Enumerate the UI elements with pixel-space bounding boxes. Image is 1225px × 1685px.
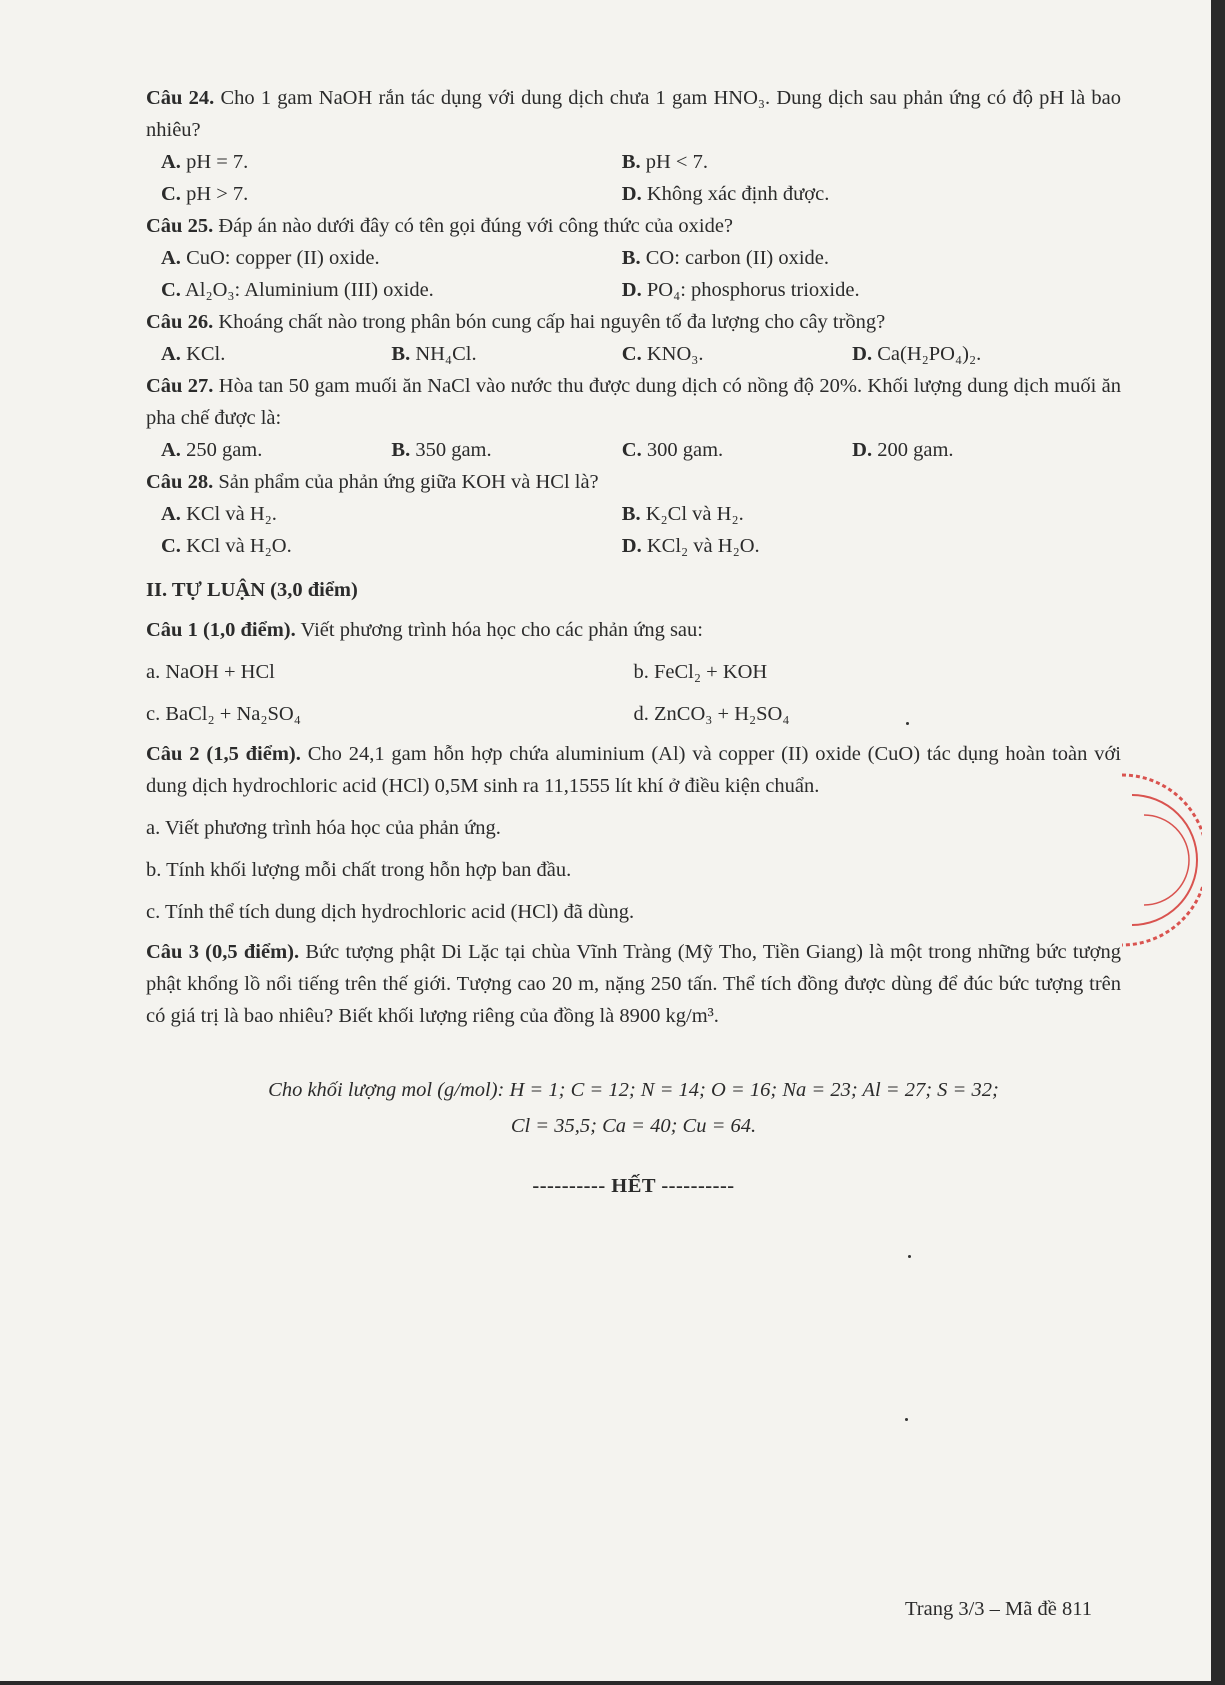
option-key: B. (391, 439, 411, 461)
option-c (622, 434, 852, 466)
option-key: B. (621, 247, 641, 269)
question-text: Khoáng chất nào trong phân bón cung cấp hai nguyên tố đa lượng cho cây trồng? (218, 311, 886, 333)
option-text: KCl và H₂O. (186, 535, 292, 557)
question-24 (146, 82, 1121, 146)
options-25 (146, 242, 1121, 306)
exam-content (146, 82, 1121, 1202)
question-label: Câu 28. (146, 471, 214, 493)
question-label: Câu 26. (146, 311, 214, 333)
question-label: Câu 2 (1,5 điểm). (146, 743, 301, 765)
option-a (161, 338, 391, 370)
option-key: D. (621, 279, 642, 301)
scan-speck (905, 1418, 908, 1421)
option-text: Ca(H₂PO₄)₂. (877, 343, 982, 365)
option-key: A. (161, 439, 181, 461)
equation-c: c. BaCl₂ + Na₂SO₄ (146, 703, 301, 725)
question-25 (146, 210, 1121, 242)
option-a (161, 242, 622, 274)
option-text: pH = 7. (186, 151, 249, 173)
option-d (622, 178, 1083, 210)
option-a (161, 146, 622, 178)
essay-question-2 (146, 738, 1121, 802)
question-27 (146, 370, 1121, 434)
scan-edge (1211, 0, 1225, 1685)
question-text: Cho 24,1 gam hỗn hợp chứa aluminium (Al) và copper (II) oxide (CuO) tác dụng hoàn toàn với dung dịch hydrochloric acid (HCl) 0,5M sinh ra 11,1555 lít khí ở điều kiện chuẩn. (146, 743, 1121, 797)
option-key: B. (621, 151, 641, 173)
question-text: Sản phẩm của phản ứng giữa KOH và HCl là? (218, 471, 599, 493)
question-label: Câu 1 (1,0 điểm). (146, 619, 296, 641)
option-text: Al₂O₃: Aluminium (III) oxide. (184, 279, 434, 301)
essay-question-1 (146, 614, 1121, 646)
section-heading: II. TỰ LUẬN (3,0 điểm) (146, 579, 358, 601)
option-text: PO₄: phosphorus trioxide. (646, 279, 860, 301)
molar-mass-line: Cl = 35,5; Ca = 40; Cu = 64. (510, 1115, 757, 1137)
option-text: KCl. (186, 343, 226, 365)
option-d (852, 338, 1082, 370)
essay-question-3 (146, 936, 1121, 1032)
end-marker: ---------- HẾT ---------- (532, 1175, 735, 1197)
option-a (161, 498, 622, 530)
option-key: C. (161, 279, 181, 301)
option-text: NH₄Cl. (415, 343, 477, 365)
option-text: 350 gam. (415, 439, 492, 461)
question-26 (146, 306, 1121, 338)
option-text: pH < 7. (645, 151, 708, 173)
option-key: C. (161, 183, 181, 205)
option-d (852, 434, 1082, 466)
option-c (161, 530, 622, 562)
option-key: D. (621, 535, 642, 557)
option-b (622, 498, 1083, 530)
equation-a: a. NaOH + HCl (146, 661, 275, 683)
option-key: B. (621, 503, 641, 525)
option-b (391, 338, 621, 370)
option-key: A. (161, 247, 181, 269)
option-text: pH > 7. (186, 183, 249, 205)
option-d (622, 274, 1083, 306)
option-c (622, 338, 852, 370)
option-text: KCl và H₂. (186, 503, 277, 525)
question-label: Câu 24. (146, 87, 215, 109)
option-key: D. (852, 439, 873, 461)
scan-speck (906, 722, 909, 725)
seal-stamp (1112, 770, 1202, 950)
question-text: Đáp án nào dưới đây có tên gọi đúng với công thức của oxide? (218, 215, 734, 237)
option-text: KCl₂ và H₂O. (646, 535, 760, 557)
sub-question-a: a. Viết phương trình hóa học của phản ứng. (146, 817, 501, 839)
scan-edge (0, 1681, 1225, 1685)
option-text: 200 gam. (877, 439, 954, 461)
question-text: Viết phương trình hóa học cho các phản ứng sau: (300, 619, 703, 641)
question-label: Câu 27. (146, 375, 214, 397)
equation-d: d. ZnCO₃ + H₂SO₄ (633, 703, 790, 725)
option-d (622, 530, 1083, 562)
option-key: B. (391, 343, 411, 365)
question-text: Bức tượng phật Di Lặc tại chùa Vĩnh Tràng (Mỹ Tho, Tiền Giang) là một trong những bức tượng phật khổng lồ nổi tiếng trên thế giới. Tượng cao 20 m, nặng 250 tấn. Thể tích đồng được dùng để đúc bức tượng trên có giá trị là bao nhiêu? Biết khối lượng riêng của đồng là 8900 kg/m³. (146, 941, 1121, 1027)
option-c (161, 274, 622, 306)
question-text: Hòa tan 50 gam muối ăn NaCl vào nước thu được dung dịch có nồng độ 20%. Khối lượng dung dịch muối ăn pha chế được là: (146, 375, 1121, 429)
equation-b: b. FeCl₂ + KOH (633, 661, 768, 683)
option-b (622, 146, 1083, 178)
scan-speck (908, 1255, 911, 1258)
question-28 (146, 466, 1121, 498)
equation-row (146, 698, 1121, 730)
options-26 (146, 338, 1121, 370)
option-key: D. (852, 343, 873, 365)
option-c (161, 178, 622, 210)
option-text: KNO₃. (646, 343, 704, 365)
sub-question-c: c. Tính thể tích dung dịch hydrochloric acid (HCl) đã dùng. (146, 901, 635, 923)
option-b (622, 242, 1083, 274)
question-text: Cho 1 gam NaOH rắn tác dụng với dung dịch chưa 1 gam HNO₃. Dung dịch sau phản ứng có độ pH là bao nhiêu? (146, 87, 1121, 141)
option-key: C. (161, 535, 181, 557)
option-key: D. (621, 183, 642, 205)
options-24 (146, 146, 1121, 210)
option-key: C. (621, 343, 642, 365)
molar-mass-note (146, 1072, 1121, 1144)
molar-mass-line: Cho khối lượng mol (g/mol): H = 1; C = 12; N = 14; O = 16; Na = 23; Al = 27; S = 32; (268, 1079, 999, 1101)
option-a (161, 434, 391, 466)
option-text: 300 gam. (646, 439, 724, 461)
option-key: A. (161, 503, 181, 525)
option-key: A. (161, 343, 181, 365)
option-text: Không xác định được. (646, 183, 830, 205)
question-label: Câu 3 (0,5 điểm). (146, 941, 300, 963)
sub-question-b: b. Tính khối lượng mỗi chất trong hỗn hợp ban đầu. (146, 859, 572, 881)
options-27 (146, 434, 1121, 466)
page-footer: Trang 3/3 – Mã đề 811 (905, 1598, 1092, 1620)
option-b (391, 434, 621, 466)
option-text: CO: carbon (II) oxide. (645, 247, 830, 269)
option-text: CuO: copper (II) oxide. (186, 247, 380, 269)
option-text: 250 gam. (186, 439, 263, 461)
equation-row (146, 656, 1121, 688)
option-key: C. (621, 439, 642, 461)
option-text: K₂Cl và H₂. (645, 503, 744, 525)
options-28 (146, 498, 1121, 562)
option-key: A. (161, 151, 181, 173)
question-label: Câu 25. (146, 215, 214, 237)
